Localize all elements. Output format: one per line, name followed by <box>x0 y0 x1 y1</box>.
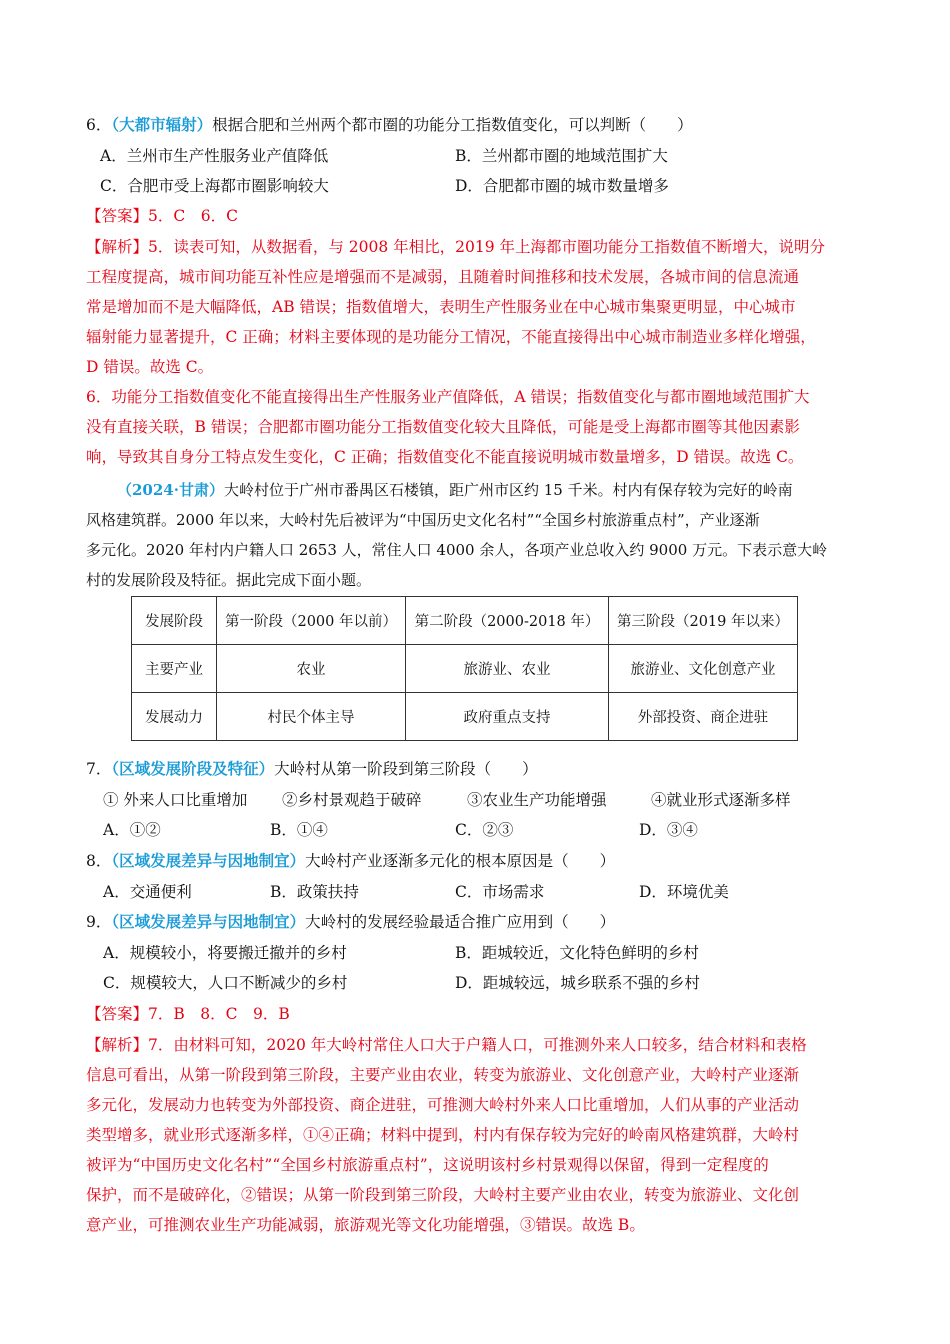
option-b: B．政策扶持 <box>270 883 359 901</box>
table-cell: 主要产业 <box>132 645 217 693</box>
analysis-line: 【解析】7．由材料可知，2020 年大岭村常住人口大于户籍人口，可推测外来人口较多，结合材料和表格 <box>86 1036 807 1054</box>
material-line: 风格建筑群。2000 年以来，大岭村先后被评为“中国历史文化名村”“全国乡村旅游重点村”，产业逐渐 <box>86 511 760 529</box>
table-header-cell: 第三阶段（2019 年以来） <box>608 597 797 645</box>
analysis-line: 保护，而不是破碎化，②错误；从第一阶段到第三阶段，大岭村主要产业由农业，转变为旅游业、文化创 <box>86 1186 800 1204</box>
option-c: C．市场需求 <box>455 883 545 901</box>
option-c: C．合肥市受上海都市圈影响较大 <box>100 177 329 195</box>
question-topic-tag: （大都市辐射） <box>111 115 213 134</box>
option-d: D．距城较远，城乡联系不强的乡村 <box>455 974 700 992</box>
analysis-line: 没有直接关联，B 错误；合肥都市圈功能分工指数值变化较大且降低，可能是受上海都市圈等其他因素影 <box>86 418 800 436</box>
table-cell: 农业 <box>217 645 406 693</box>
question-topic-tag: （区域发展差异与因地制宜） <box>111 912 306 931</box>
table-row <box>132 597 798 645</box>
question-text: 大岭村从第一阶段到第三阶段（ ） <box>274 760 538 778</box>
material-paragraph <box>86 475 866 595</box>
analysis-line: 类型增多，就业形式逐渐多样，①④正确；材料中提到，村内有保存较为完好的岭南风格建筑群，大岭村 <box>86 1126 800 1144</box>
analysis-line: 6．功能分工指数值变化不能直接得出生产性服务业产值降低，A 错误；指数值变化与都市圈地域范围扩大 <box>86 388 810 406</box>
table-cell: 村民个体主导 <box>217 693 406 741</box>
analysis-line: 响，导致其自身分工特点发生变化，C 正确；指数值变化不能直接说明城市数量增多，D 错误。故选 C。 <box>86 448 804 466</box>
analysis-7 <box>86 1030 866 1240</box>
question-9-stem <box>86 911 615 933</box>
question-number: 6． <box>86 116 112 134</box>
material-line: 多元化。2020 年村内户籍人口 2653 人，常住人口 4000 余人，各项产业总收入约 9000 万元。下表示意大岭 <box>86 541 828 559</box>
analysis-line: 多元化，发展动力也转变为外部投资、商企进驻，可推测大岭村外来人口比重增加，人们从事的产业活动 <box>86 1096 800 1114</box>
analysis-6 <box>86 382 866 472</box>
table-header-cell: 发展阶段 <box>132 597 217 645</box>
development-stage-table <box>131 596 798 741</box>
table-row <box>132 645 798 693</box>
analysis-line: 被评为“中国历史文化名村”“全国乡村旅游重点村”，这说明该村乡村景观得以保留，得到一定程度的 <box>86 1156 769 1174</box>
question-8-stem <box>86 850 615 872</box>
analysis-line: 常是增加而不是大幅降低，AB 错误；指数值增大，表明生产性服务业在中心城市集聚更明显，中心城市 <box>86 298 796 316</box>
option-d: D．合肥都市圈的城市数量增多 <box>455 177 669 195</box>
table-header-cell: 第一阶段（2000 年以前） <box>217 597 406 645</box>
statement-1: ① 外来人口比重增加 <box>103 791 248 809</box>
analysis-line: 信息可看出，从第一阶段到第三阶段，主要产业由农业，转变为旅游业、文化创意产业，大岭村产业逐渐 <box>86 1066 800 1084</box>
option-b: B．兰州都市圈的地域范围扩大 <box>455 147 668 165</box>
option-b: B．①④ <box>270 821 328 839</box>
option-c: C．②③ <box>455 821 514 839</box>
material-line: 村的发展阶段及特征。据此完成下面小题。 <box>86 571 372 589</box>
table-cell: 外部投资、商企进驻 <box>608 693 797 741</box>
table-cell: 旅游业、文化创意产业 <box>608 645 797 693</box>
question-number: 7． <box>86 760 112 778</box>
table-cell: 发展动力 <box>132 693 217 741</box>
answer-5-6: 【答案】5．C 6．C <box>86 207 238 225</box>
answer-7-9: 【答案】7．B 8．C 9．B <box>86 1005 290 1023</box>
option-d: D．环境优美 <box>639 883 729 901</box>
option-a: A．兰州市生产性服务业产值降低 <box>100 147 329 165</box>
statement-2: ②乡村景观趋于破碎 <box>282 791 422 809</box>
statement-4: ④就业形式逐渐多样 <box>651 791 791 809</box>
question-number: 9． <box>86 913 112 931</box>
option-d: D．③④ <box>639 821 698 839</box>
question-text: 大岭村产业逐渐多元化的根本原因是（ ） <box>305 852 616 870</box>
statement-3: ③农业生产功能增强 <box>467 791 607 809</box>
table-cell: 政府重点支持 <box>406 693 609 741</box>
option-a: A．规模较小，将要搬迁撤并的乡村 <box>103 944 347 962</box>
option-c: C．规模较大，人口不断减少的乡村 <box>103 974 348 992</box>
question-text: 根据合肥和兰州两个都市圈的功能分工指数值变化，可以判断（ ） <box>212 116 693 134</box>
material-first-line: （2024·甘肃）大岭村位于广州市番禺区石楼镇，距广州市区约 15 千米。村内有保存较为完好的岭南 <box>117 481 793 499</box>
question-text: 大岭村的发展经验最适合推广应用到（ ） <box>305 913 616 931</box>
question-topic-tag: （区域发展差异与因地制宜） <box>111 851 306 870</box>
analysis-line: 工程度提高，城市间功能互补性应是增强而不是减弱，且随着时间推移和技术发展，各城市间的信息流通 <box>86 268 800 286</box>
analysis-line: D 错误。故选 C。 <box>86 358 214 376</box>
analysis-line: 辐射能力显著提升，C 正确；材料主要体现的是功能分工情况，不能直接得出中心城市制造业多样化增强， <box>86 328 816 346</box>
analysis-line: 意产业，可推测农业生产功能减弱，旅游观光等文化功能增强，③错误。故选 B。 <box>86 1216 645 1234</box>
analysis-5 <box>86 232 866 382</box>
option-b: B．距城较近，文化特色鲜明的乡村 <box>455 944 699 962</box>
table-row <box>132 693 798 741</box>
question-6-stem <box>86 114 693 136</box>
option-a: A．①② <box>103 821 161 839</box>
question-topic-tag: （区域发展阶段及特征） <box>111 759 275 778</box>
table-header-cell: 第二阶段（2000-2018 年） <box>406 597 609 645</box>
option-a: A．交通便利 <box>103 883 192 901</box>
question-7-stem <box>86 758 538 780</box>
source-tag: （2024·甘肃） <box>117 481 224 499</box>
analysis-line: 【解析】5．读表可知，从数据看，与 2008 年相比，2019 年上海都市圈功能分工指数值不断增大，说明分 <box>86 238 826 256</box>
table-cell: 旅游业、农业 <box>406 645 609 693</box>
question-number: 8． <box>86 852 112 870</box>
